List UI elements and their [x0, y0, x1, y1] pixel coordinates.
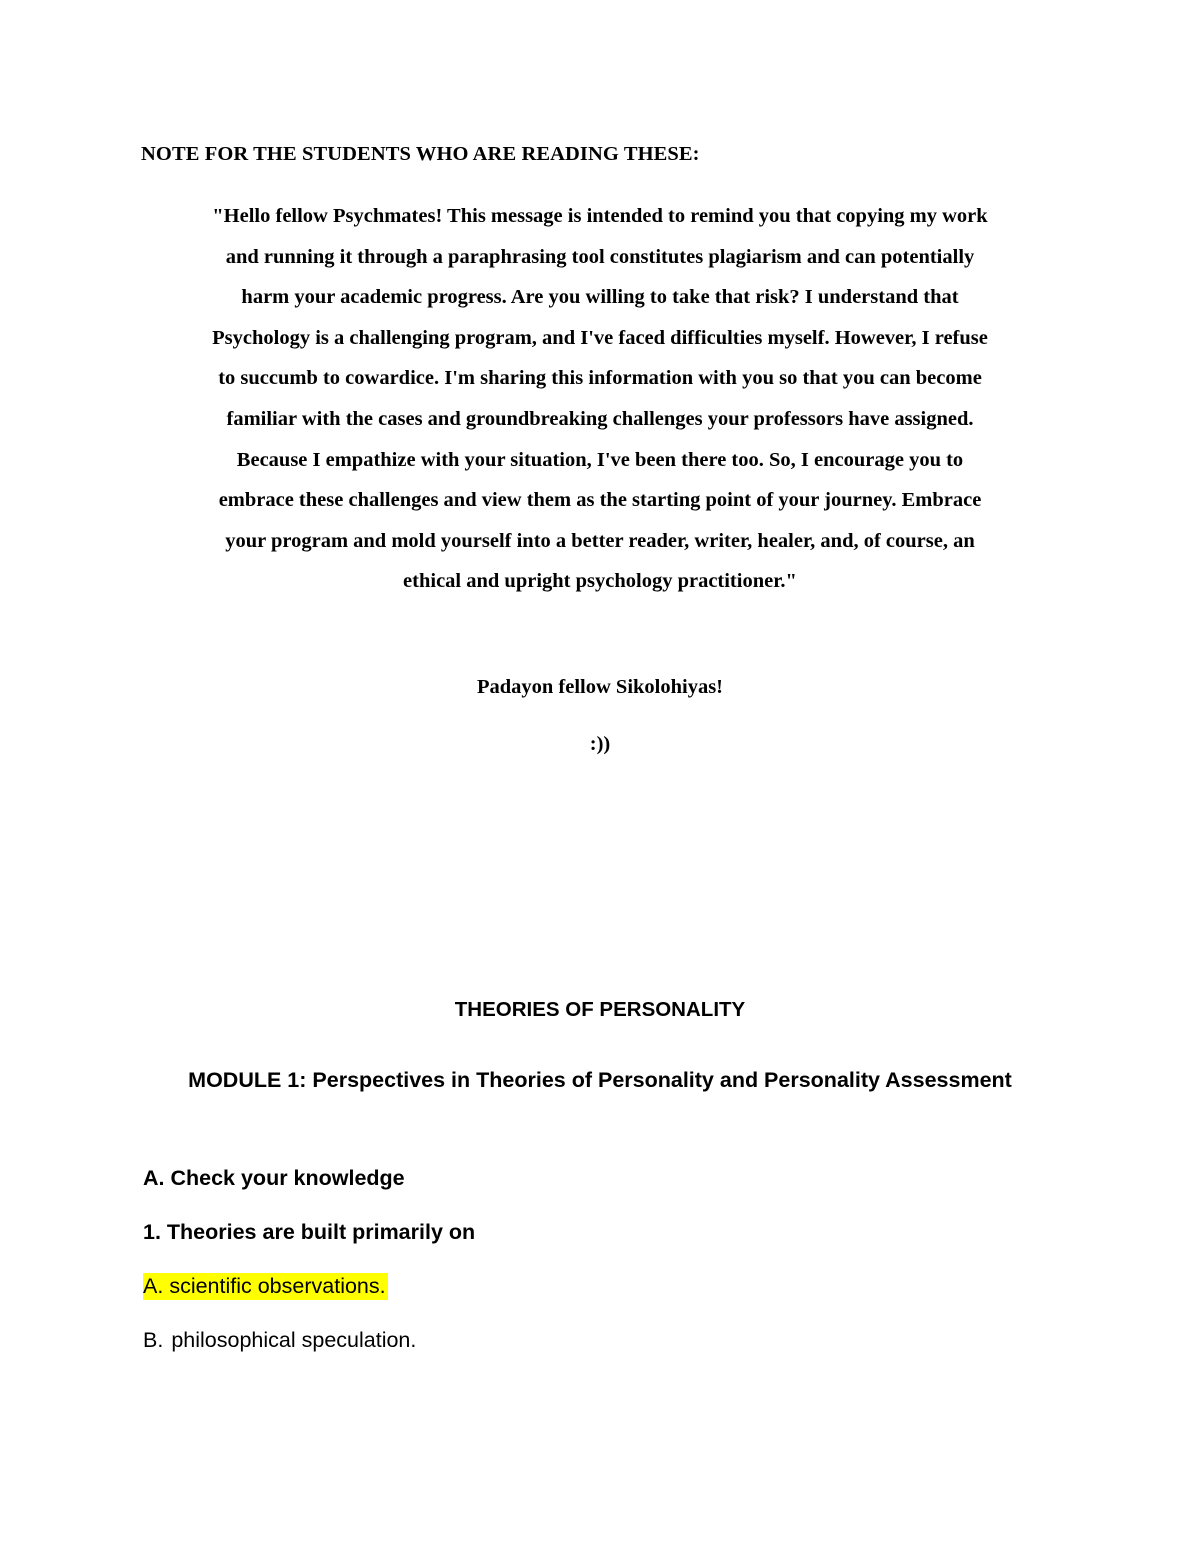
module-title — [0, 1068, 1200, 1093]
document-title: THEORIES OF PERSONALITY — [454, 998, 746, 1021]
answer-option-b — [143, 1328, 416, 1353]
option-letter: A. — [143, 1274, 164, 1298]
note-heading: NOTE FOR THE STUDENTS WHO ARE READING THESE: — [141, 143, 700, 165]
message-line: Because I empathize with your situation, I've been there too. So, I encourage you to — [236, 448, 964, 471]
question-text: 1. Theories are built primarily on — [143, 1220, 476, 1244]
message-line: Psychology is a challenging program, and I've faced difficulties myself. However, I refuse — [212, 326, 988, 349]
option-letter: B. — [143, 1328, 164, 1352]
note-signoff: Padayon fellow Sikolohiyas! — [476, 676, 724, 698]
message-line: "Hello fellow Psychmates! This message is intended to remind you that copying my work — [212, 205, 988, 227]
answer-option-a — [143, 1274, 388, 1299]
option-text: philosophical speculation. — [171, 1328, 417, 1352]
message-line: and running it through a paraphrasing tool constitutes plagiarism and can potentially — [225, 245, 975, 268]
message-line: embrace these challenges and view them as the starting point of your journey. Embrace — [218, 489, 982, 512]
message-line: your program and mold yourself into a better reader, writer, healer, and, of course, an — [225, 529, 975, 552]
note-smiley: :)) — [589, 733, 611, 755]
message-line: familiar with the cases and groundbreaking challenges your professors have assigned. — [226, 407, 974, 430]
option-text: scientific observations. — [169, 1274, 386, 1298]
message-line: ethical and upright psychology practitioner." — [403, 570, 797, 593]
module-subtitle: : Perspectives in Theories of Personality and Personality Assessment — [299, 1068, 1012, 1092]
highlighted-answer — [143, 1273, 388, 1300]
section-heading: A. Check your knowledge — [143, 1166, 405, 1190]
message-line: to succumb to cowardice. I'm sharing this information with you so that you can become — [218, 367, 982, 390]
module-label: MODULE 1 — [188, 1068, 300, 1092]
note-message — [120, 196, 1080, 602]
message-line: harm your academic progress. Are you willing to take that risk? I understand that — [241, 286, 959, 309]
